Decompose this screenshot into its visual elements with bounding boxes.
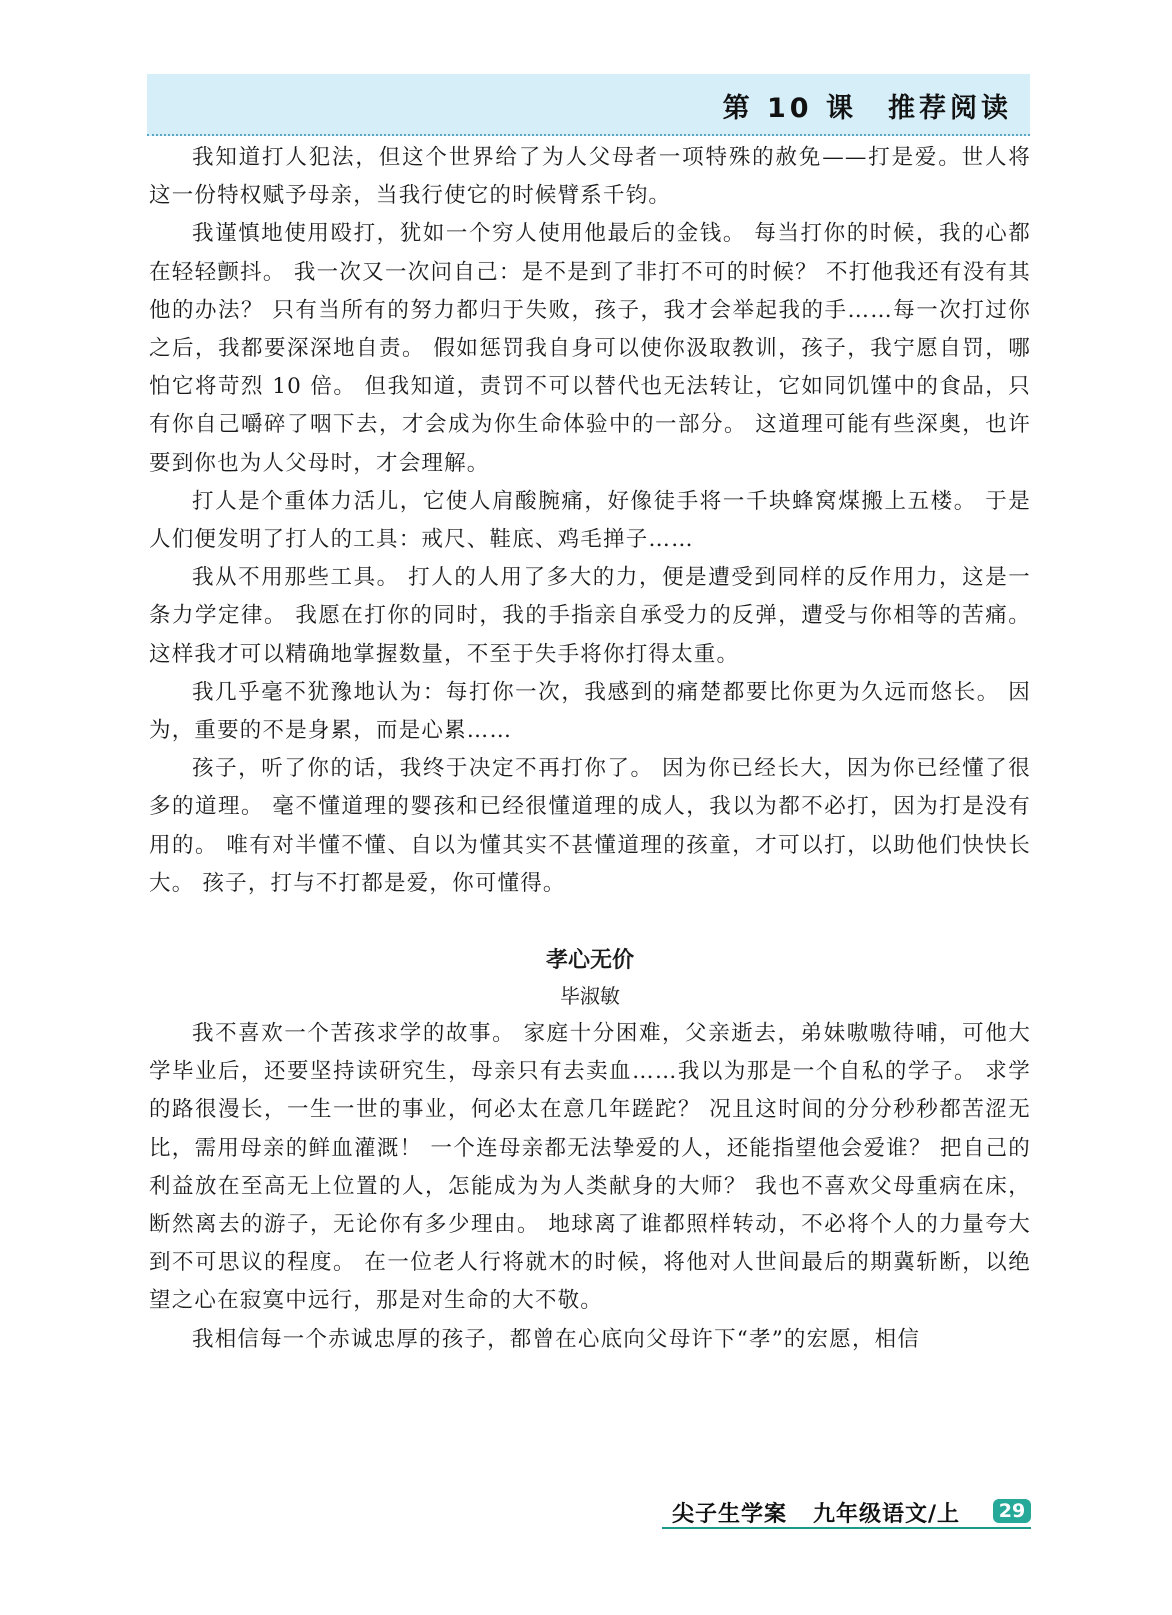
paragraph: 打人是个重体力活儿，它使人肩酸腕痛，好像徒手将一千块蜂窝煤搬上五楼。 于是人们便发明了打人的工具：戒尺、鞋底、鸡毛掸子…… — [149, 488, 1031, 553]
page-number-badge: 29 — [993, 1499, 1031, 1523]
paragraph: 我几乎毫不犹豫地认为：每打你一次，我感到的痛楚都要比你更为久远而悠长。 因为，重要的不是身累，而是心累…… — [149, 679, 1031, 744]
article-author: 毕淑敏 — [560, 984, 620, 1009]
paragraph: 我相信每一个赤诚忠厚的孩子，都曾在心底向父母许下“孝”的宏愿，相信 — [192, 1326, 921, 1352]
header-band — [147, 74, 1030, 136]
page-footer — [662, 1497, 1031, 1529]
paragraph: 我从不用那些工具。 打人的人用了多大的力，便是遭受到同样的反作用力，这是一条力学定律。 我愿在打你的同时，我的手指亲自承受力的反弹，遭受与你相等的苦痛。 这样我才可以精确地掌握数量，不至于失手将你打得太重。 — [149, 565, 1031, 667]
section-gap — [149, 903, 1031, 943]
paragraph: 孩子，听了你的话，我终于决定不再打你了。 因为你已经长大，因为你已经懂了很多的道理。 毫不懂道理的婴孩和已经很懂道理的成人，我以为都不必打，因为打是没有用的。 唯有对半懂不懂、自以为懂其实不甚懂道理的孩童，才可以打，以助他们快快长大。 孩子，打与不打都是爱，你可懂得。 — [149, 756, 1031, 896]
page-content — [149, 139, 1031, 1359]
lesson-title: 第 10 课 推荐阅读 — [722, 93, 1012, 124]
footer-text — [672, 1497, 960, 1528]
paragraph: 我谨慎地使用殴打，犹如一个穷人使用他最后的金钱。 每当打你的时候，我的心都在轻轻颤抖。 我一次又一次问自己：是不是到了非打不可的时候？ 不打他我还有没有其他的办法？ 只有当所有的努力都归于失败，孩子，我才会举起我的手……每一次打过你之后，我都要深深地自责。 假如惩罚我自身可以使你汲取教训，孩子，我宁愿自罚，哪怕它将苛烈 10 倍。 但我知道，责罚不可以替代也无法转让，它如同饥馑中的食品，只有你自己嚼碎了咽下去，才会成为你生命体验中的一部分。 这道理可能有些深奥，也许要到你也为人父母时，才会理解。 — [149, 221, 1031, 476]
book-series-name: 尖子生学案 — [672, 1502, 788, 1527]
paragraph: 我知道打人犯法，但这个世界给了为人父母者一项特殊的赦免——打是爱。世人将这一份特权赋予母亲，当我行使它的时候臂系千钧。 — [149, 145, 1031, 209]
paragraph: 我不喜欢一个苦孩求学的故事。 家庭十分困难，父亲逝去，弟妹嗷嗷待哺，可他大学毕业后，还要坚持读研究生，母亲只有去卖血……我以为那是一个自私的学子。 求学的路很漫长，一生一世的事业，何必太在意几年蹉跎？ 况且这时间的分分秒秒都苦涩无比，需用母亲的鲜血灌溉！ 一个连母亲都无法挚爱的人，还能指望他会爱谁？ 把自己的利益放在至高无上位置的人，怎能成为为人类献身的大师？ 我也不喜欢父母重病在床，断然离去的游子，无论你有多少理由。 地球离了谁都照样转动，不必将个人的力量夸大到不可思议的程度。 在一位老人行将就木的时候，将他对人世间最后的期冀斩断，以绝望之心在寂寞中远行，那是对生命的大不敬。 — [149, 1021, 1031, 1314]
article-title: 孝心无价 — [545, 948, 634, 974]
book-grade-label: 九年级语文/上 — [813, 1502, 961, 1527]
